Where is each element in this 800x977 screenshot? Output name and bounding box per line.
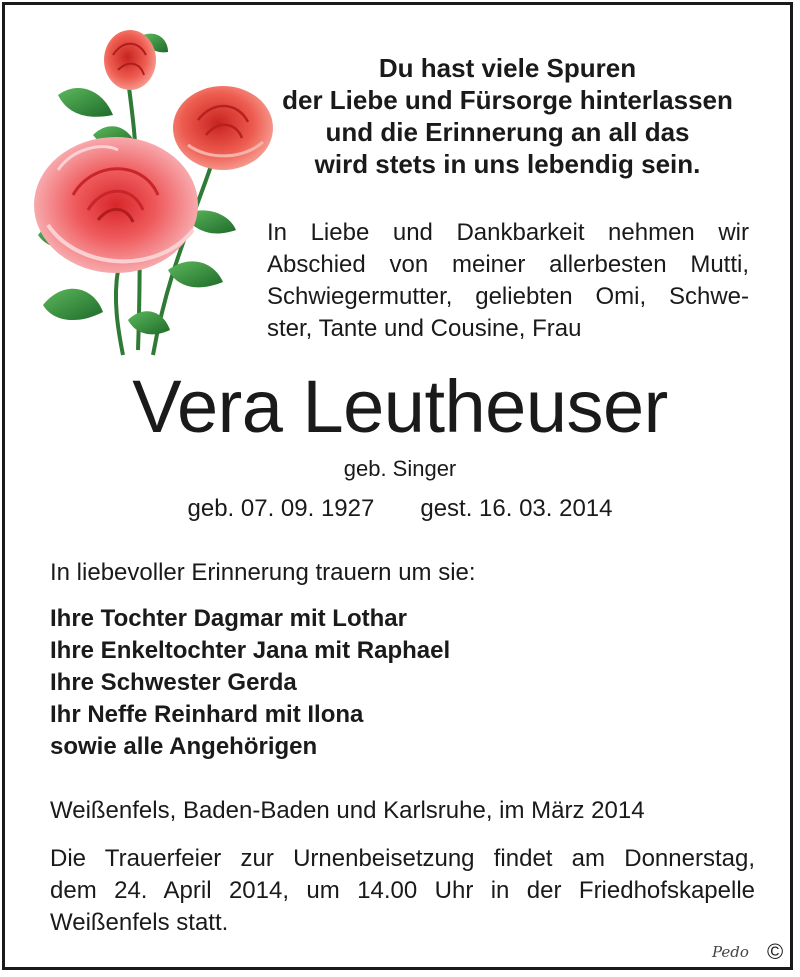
birth-date: geb. 07. 09. 1927 (187, 495, 375, 522)
rose-bud-icon (104, 30, 156, 90)
roses-illustration (18, 20, 280, 360)
mourning-intro: In liebevoller Erinnerung trauern um sie: (50, 559, 476, 586)
funeral-line: Weißenfels statt. (50, 909, 229, 936)
death-date: gest. 16. 03. 2014 (420, 495, 613, 522)
poem (270, 52, 745, 180)
rose-icon (173, 86, 273, 170)
rose-icon (34, 137, 198, 273)
funeral-line: dem 24. April 2014, um 14.00 Uhr in der Friedhofskapelle (50, 877, 755, 904)
poem-line: der Liebe und Fürsorge hinterlassen (282, 85, 733, 115)
copyright-icon: © (767, 939, 784, 964)
life-dates (0, 493, 800, 525)
farewell-intro (267, 217, 749, 345)
maiden-name: geb. Singer (343, 456, 457, 481)
funeral-notice (50, 843, 755, 939)
funeral-line: Die Trauerfeier zur Urnenbeisetzung findet am Donnerstag, (50, 845, 755, 872)
intro-line: In Liebe und Dankbarkeit nehmen wir (267, 219, 749, 246)
poem-line: wird stets in uns lebendig sein. (314, 149, 701, 179)
mourners-list (50, 603, 450, 763)
mourner-item: Ihr Neffe Reinhard mit Ilona (50, 701, 364, 728)
intro-line: Schwiegermutter, geliebten Omi, Schwe- (267, 283, 749, 310)
intro-line: Abschied von meiner allerbesten Mutti, (267, 251, 749, 278)
poem-line: und die Erinnerung an all das (325, 117, 690, 147)
place-date: Weißenfels, Baden-Baden und Karlsruhe, im März 2014 (50, 797, 645, 824)
poem-line: Du hast viele Spuren (378, 53, 637, 83)
mourner-item: sowie alle Angehörigen (50, 733, 318, 760)
deceased-name: Vera Leutheuser (132, 365, 668, 448)
mourner-item: Ihre Enkeltochter Jana mit Raphael (50, 637, 451, 664)
artist-signature: Pedo (712, 943, 749, 961)
mourner-item: Ihre Tochter Dagmar mit Lothar (50, 605, 407, 632)
mourner-item: Ihre Schwester Gerda (50, 669, 297, 696)
intro-line: ster, Tante und Cousine, Frau (267, 315, 582, 342)
